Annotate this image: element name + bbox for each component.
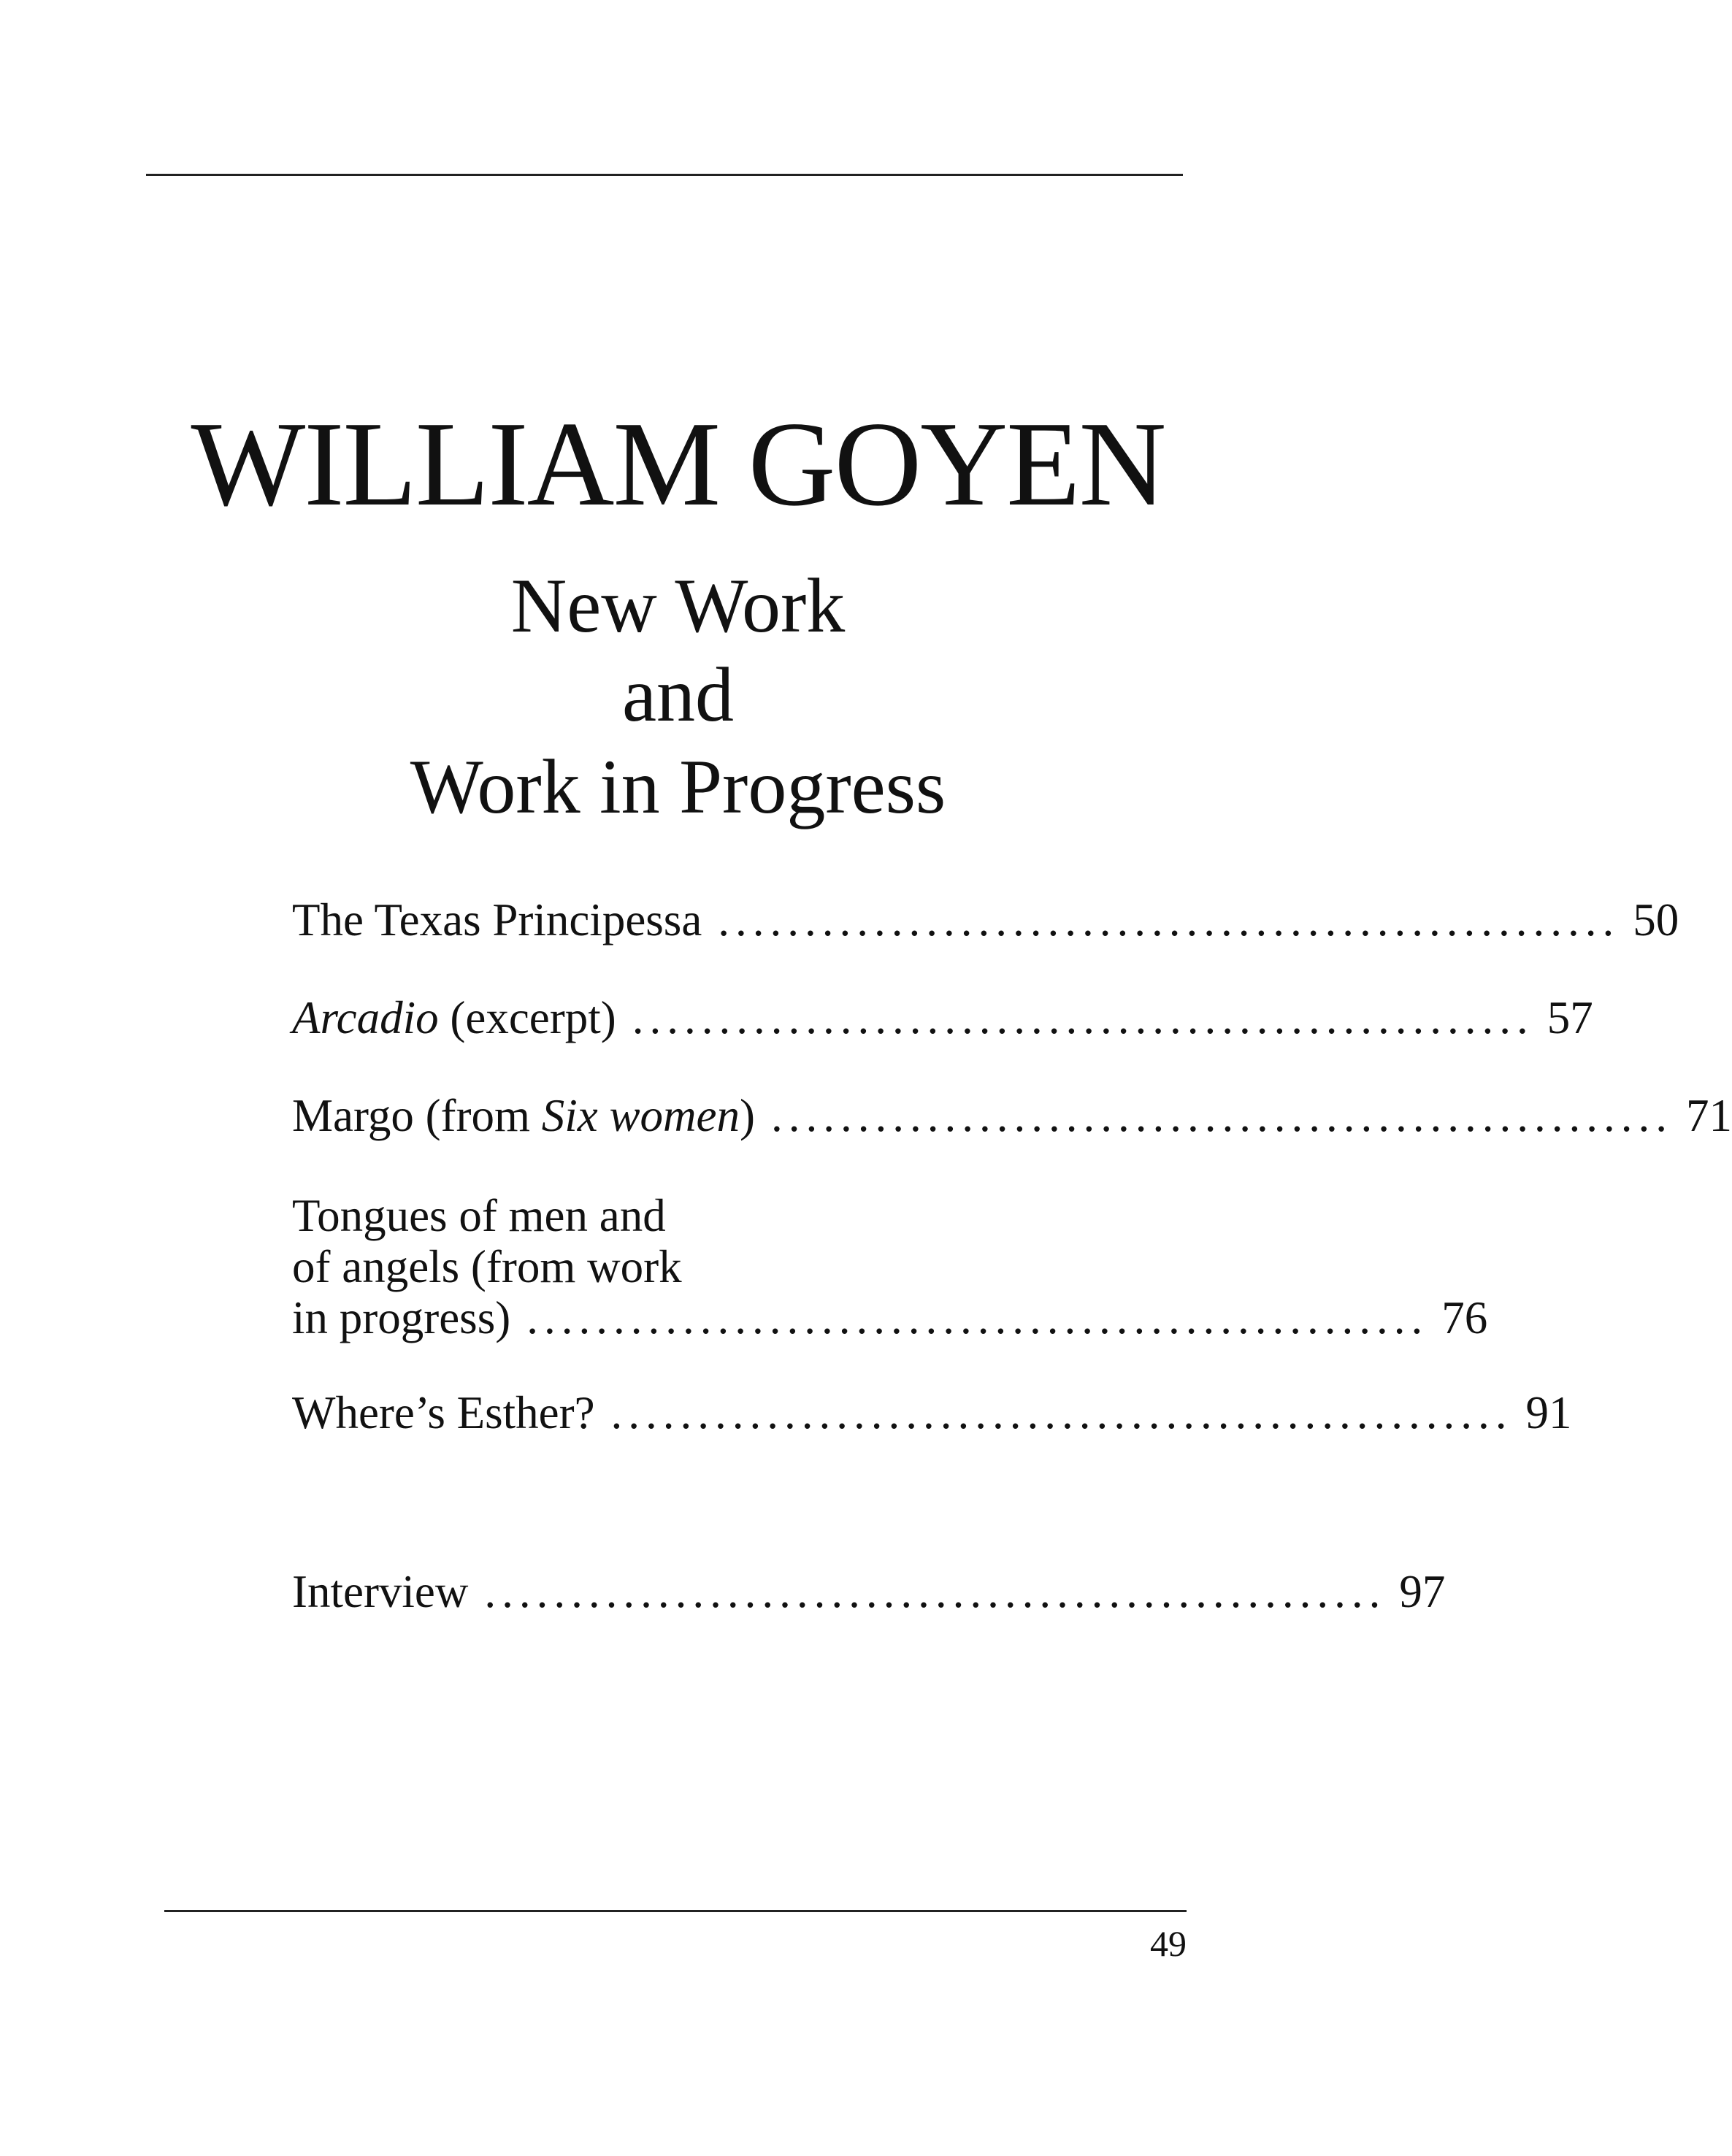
toc-entry-page: 71 <box>1685 1090 1732 1141</box>
section-subtitle-line-3: Work in Progress <box>410 744 946 829</box>
toc-entry-margo[interactable] <box>292 1090 1732 1141</box>
toc-entry-tongues-of-men[interactable] <box>292 1190 1488 1343</box>
dot-leader: .................................................... <box>770 1090 1673 1141</box>
toc-entry-title: Interview <box>292 1566 469 1617</box>
toc-entry-title-line-1: Tongues of men and <box>292 1190 666 1241</box>
page-number: 49 <box>1150 1923 1187 1964</box>
author-heading: WILLIAM GOYEN <box>191 396 1165 531</box>
toc-entry-title-line-2: of angels (from work <box>292 1241 682 1292</box>
toc-entry-wheres-esther[interactable] <box>292 1387 1572 1438</box>
toc-entry-title-italic: Six women <box>541 1090 740 1141</box>
toc-entry-title-line-3: in progress) <box>292 1292 511 1343</box>
toc-entry-title-italic: Arcadio <box>292 992 439 1043</box>
toc-entry-title-rest: (excerpt) <box>438 992 616 1043</box>
toc-entry-interview[interactable] <box>292 1566 1446 1617</box>
toc-entry-page: 97 <box>1399 1566 1446 1617</box>
toc-entry-title-post: ) <box>739 1090 755 1141</box>
toc-entry-title <box>292 1090 755 1141</box>
toc-entry-last-line <box>292 1292 1488 1343</box>
toc-entry-title-pre: Margo (from <box>292 1090 542 1141</box>
dot-leader: .................................................... <box>526 1292 1429 1343</box>
dot-leader: .................................................... <box>484 1566 1387 1617</box>
top-rule <box>146 174 1183 176</box>
dot-leader: .................................................... <box>718 894 1620 945</box>
dot-leader: .................................................... <box>632 992 1534 1043</box>
toc-entry-title: Where’s Esther? <box>292 1387 595 1438</box>
toc-entry-title <box>292 992 616 1043</box>
bottom-rule <box>164 1910 1187 1912</box>
section-subtitle-line-2: and <box>621 652 735 737</box>
toc-entry-page: 91 <box>1525 1387 1572 1438</box>
section-subtitle-line-1: New Work <box>510 563 846 648</box>
toc-entry-title: The Texas Principessa <box>292 894 702 945</box>
toc-entry-page: 76 <box>1441 1292 1488 1343</box>
toc-entry-page: 50 <box>1633 894 1679 945</box>
toc-entry-texas-principessa[interactable] <box>292 894 1679 945</box>
toc-entry-page: 57 <box>1547 992 1593 1043</box>
toc-entry-arcadio[interactable] <box>292 992 1593 1043</box>
dot-leader: .................................................... <box>610 1387 1513 1438</box>
